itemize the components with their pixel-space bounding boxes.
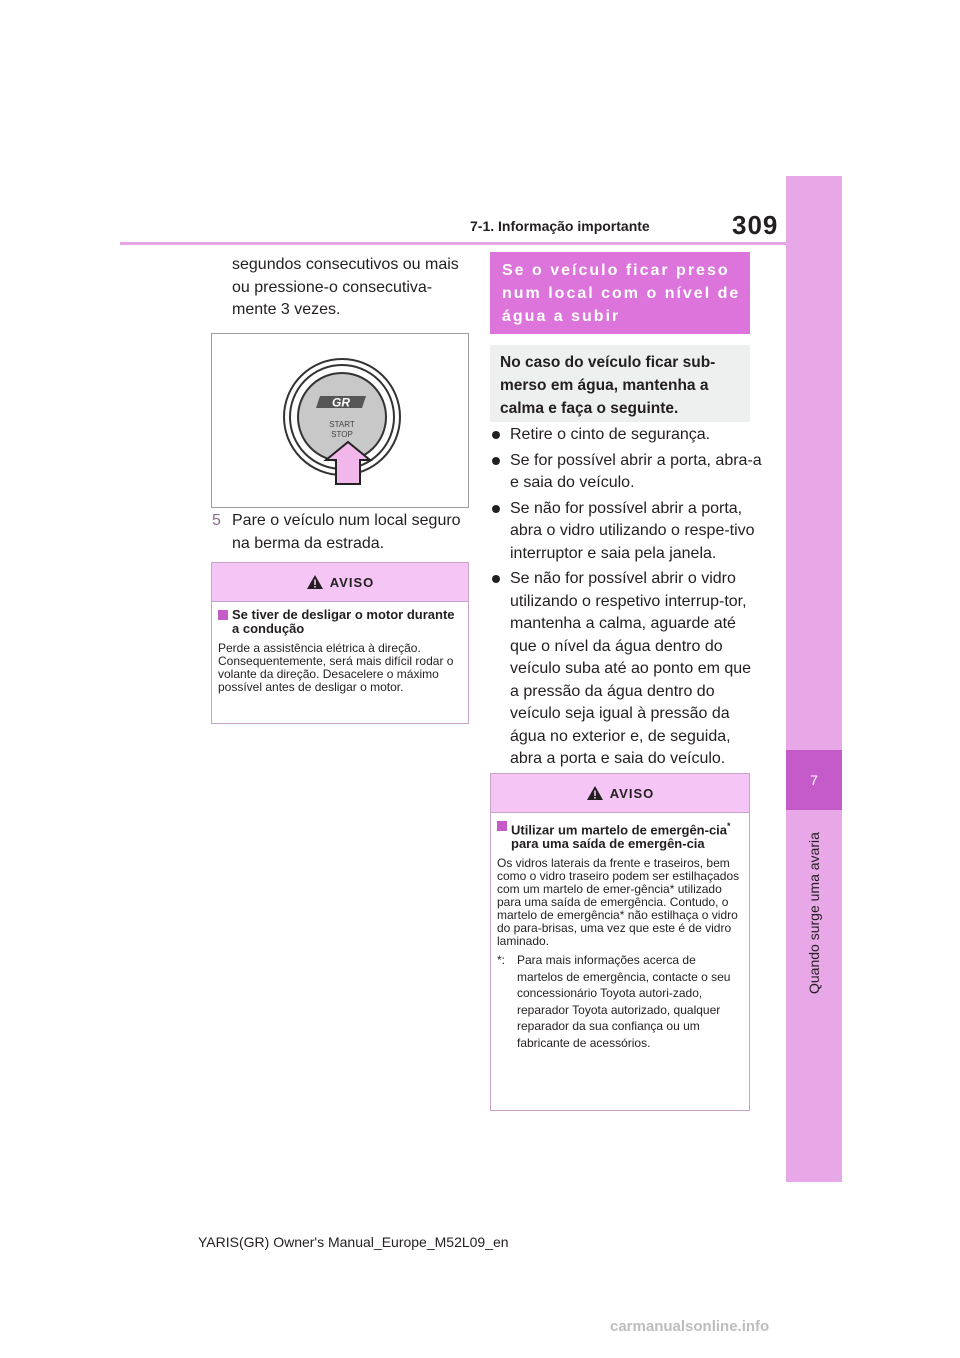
warning-title — [218, 608, 462, 636]
bullet-dot-icon — [490, 498, 510, 566]
warning-label: AVISO — [609, 785, 655, 801]
footnote-text: Para mais informações acerca de martelos de emergência, contacte o seu concessionário Toyota autori-zado, reparador Toyota autorizado, qualquer reparador da sua confiança ou um fabricante de acessórios. — [517, 953, 731, 1050]
list-item-text: Se for possível abrir a porta, abra-a e saia do veículo. — [510, 451, 762, 491]
chapter-number: 7 — [810, 772, 818, 788]
start-stop-illustration — [212, 334, 468, 507]
start-label: START — [329, 420, 355, 429]
warning-box-emergency-hammer — [490, 773, 750, 1111]
list-item-text: Se não for possível abrir o vidro utilizando o respetivo interrup-tor, mantenha a calma, aguarde até que o nível da água dentro do veículo suba até ao ponto em que a pressão da água dentro do veículo seja igual à pressão da água no exterior e, de seguida, abra a porta e saia do veículo. — [510, 570, 752, 767]
warning-box-engine-off — [211, 562, 469, 724]
warning-icon — [306, 574, 324, 590]
warning-title — [497, 819, 743, 851]
bullet-dot-icon — [490, 424, 510, 447]
list-item — [490, 450, 762, 495]
header-section-title: 7-1. Informação importante — [470, 218, 650, 234]
watermark: carmanualsonline.info — [610, 1318, 770, 1335]
warning-header — [491, 774, 749, 813]
list-item — [490, 568, 762, 771]
section-heading-text: Se o veículo ficar preso num local com o nível de água a subir — [502, 262, 741, 325]
bullet-dot-icon — [490, 568, 510, 771]
gr-logo: GR — [332, 395, 350, 410]
document-footer: YARIS(GR) Owner's Manual_Europe_M52L09_en — [198, 1234, 509, 1250]
warning-label: AVISO — [329, 574, 375, 590]
warning-text: Os vidros laterais da frente e traseiros, bem como o vidro traseiro podem ser estilhaçados com um martelo de emer-gência* utilizado para uma saída de emergência. Contudo, o martelo de emergência* não estilhaça o vidro do para-brisas, uma vez que este é de vidro laminado. — [497, 856, 740, 949]
warning-icon — [586, 785, 604, 801]
footnote — [497, 952, 743, 1051]
list-item — [490, 424, 762, 447]
warning-title-text: Se tiver de desligar o motor durante a condução — [232, 607, 455, 636]
square-bullet-icon — [497, 821, 507, 831]
warning-text: Perde a assistência elétrica à direção. Consequentemente, será mais difícil rodar o volante da direção. Desacelere o máximo possível antes de desligar o motor. — [218, 641, 454, 694]
header-rule — [120, 242, 786, 245]
list-item-text: Retire o cinto de segurança. — [510, 426, 711, 443]
warning-title-text: Utilizar um martelo de emergên-cia* para uma saída de emergên-cia — [511, 821, 731, 852]
list-item — [490, 498, 762, 566]
footnote-mark: *: — [497, 953, 506, 968]
page-number: 309 — [732, 210, 779, 240]
step-text: Pare o veículo num local seguro na berma da estrada. — [232, 512, 461, 552]
section-intro — [490, 345, 750, 422]
section-intro-text: No caso do veículo ficar sub-merso em água, mantenha a calma e faça o seguinte. — [500, 354, 716, 417]
chapter-number-tab — [786, 750, 842, 810]
bullet-list — [490, 424, 762, 774]
continuation-paragraph: segundos consecutivos ou mais ou pressione-o consecutiva-mente 3 vezes. — [232, 256, 459, 318]
chapter-title: Quando surge uma avaria — [806, 832, 822, 994]
chapter-title-container — [806, 818, 826, 998]
stop-label: STOP — [331, 430, 353, 439]
chapter-side-tab — [786, 176, 842, 1182]
warning-header — [212, 563, 468, 602]
step-number: 5 — [212, 512, 221, 529]
bullet-dot-icon — [490, 450, 510, 495]
square-bullet-icon — [218, 610, 228, 620]
start-stop-button-figure — [211, 333, 469, 508]
list-item-text: Se não for possível abrir a porta, abra o vidro utilizando o respe-tivo interruptor e saia pela janela. — [510, 499, 755, 562]
section-heading — [490, 252, 750, 334]
